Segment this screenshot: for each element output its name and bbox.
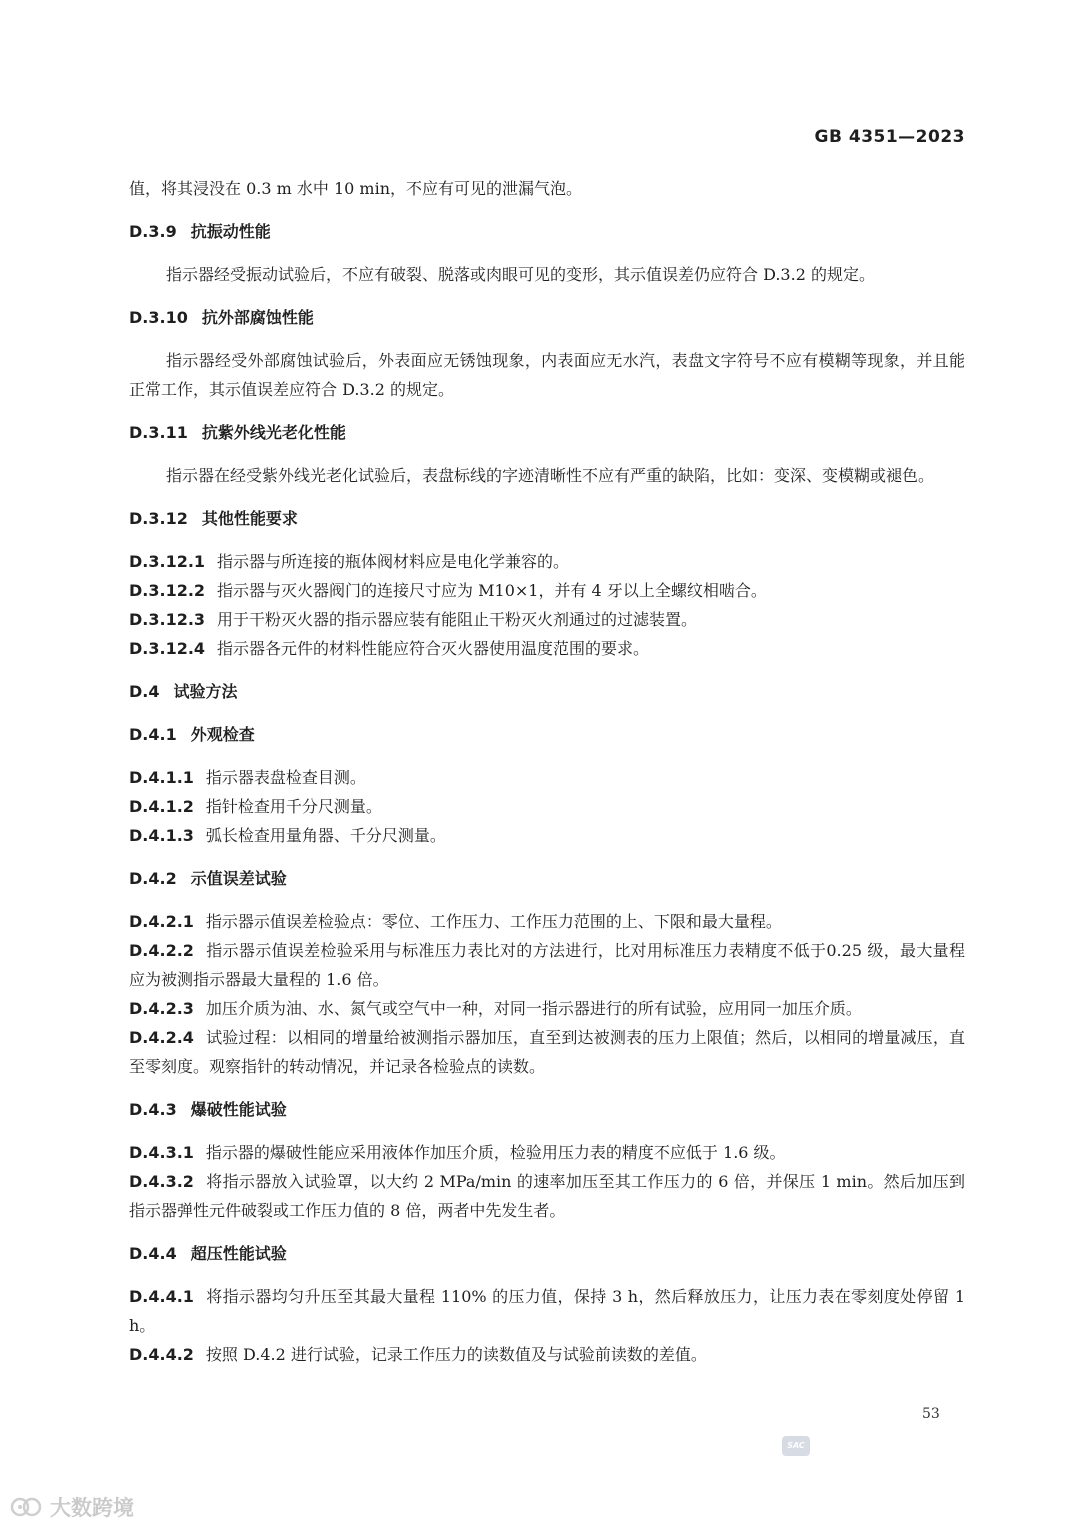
clause-number: D.4.2.1 [129, 912, 194, 931]
clause-number: D.4.2.4 [129, 1028, 194, 1047]
clause-text: 将指示器均匀升压至其最大量程 110% 的压力值，保持 3 h，然后释放压力，让压力表在零刻度处停留 1 h。 [129, 1287, 965, 1335]
clause-text: 弧长检查用量角器、千分尺测量。 [205, 826, 446, 845]
clause-d33122 [129, 576, 965, 605]
clause-number: D.4.3.2 [129, 1172, 194, 1191]
section-number: D.3.10 [129, 308, 188, 327]
clause-text: 按照 D.4.2 进行试验，记录工作压力的读数值及与试验前读数的差值。 [205, 1345, 707, 1364]
section-heading-d41 [129, 720, 965, 749]
section-number: D.4.1 [129, 725, 177, 744]
clause-text: 指示器与灭火器阀门的连接尺寸应为 M10×1，并有 4 牙以上全螺纹相啮合。 [217, 581, 767, 600]
clause-d4412 [129, 792, 965, 821]
clause-d4432 [129, 1167, 965, 1225]
intro-continuation: 值，将其浸没在 0.3 m 水中 10 min，不应有可见的泄漏气泡。 [129, 179, 583, 198]
clause-d4421 [129, 907, 965, 936]
section-heading-d3311 [129, 418, 965, 447]
clause-number: D.3.12.4 [129, 639, 206, 658]
section-number: D.3.9 [129, 222, 177, 241]
section-title: 超压性能试验 [190, 1244, 287, 1263]
page-number: 53 [922, 1406, 940, 1422]
clause-number: D.4.3.1 [129, 1143, 194, 1162]
section-heading-d4 [129, 677, 965, 706]
clause-number: D.4.2.3 [129, 999, 194, 1018]
clause-text: 指示器与所连接的瓶体阀材料应是电化学兼容的。 [217, 552, 570, 571]
section-heading-d44 [129, 1239, 965, 1268]
section-heading-d42 [129, 864, 965, 893]
section-number: D.4 [129, 682, 160, 701]
section-title: 示值误差试验 [190, 869, 287, 888]
clause-d4413 [129, 821, 965, 850]
section-title: 抗振动性能 [190, 222, 271, 241]
clause-number: D.4.1.1 [129, 768, 194, 787]
clause-number: D.4.4.1 [129, 1287, 194, 1306]
watermark-text: 大数跨境 [50, 1496, 134, 1520]
clause-number: D.3.12.3 [129, 610, 206, 629]
section-heading-d3310 [129, 303, 965, 332]
clause-text: 指示器表盘检查目测。 [205, 768, 366, 787]
clause-text: 指针检查用千分尺测量。 [205, 797, 382, 816]
section-number: D.4.4 [129, 1244, 177, 1263]
section-text-d3311: 指示器在经受紫外线光老化试验后，表盘标线的字迹清晰性不应有严重的缺陷，比如：变深、变模糊或褪色。 [166, 466, 935, 485]
section-number: D.4.2 [129, 869, 177, 888]
page-content [129, 174, 965, 1369]
clause-d4424 [129, 1023, 965, 1081]
section-heading-d3312 [129, 504, 965, 533]
section-text-d339: 指示器经受振动试验后，不应有破裂、脱落或肉眼可见的变形，其示值误差仍应符合 D.3.2 的规定。 [166, 265, 875, 284]
clause-number: D.4.4.2 [129, 1345, 194, 1364]
clause-text: 加压介质为油、水、氮气或空气中一种，对同一指示器进行的所有试验，应用同一加压介质。 [205, 999, 862, 1018]
watermark-logo-icon [10, 1496, 44, 1518]
clause-text: 指示器示值误差检验采用与标准压力表比对的方法进行，比对用标准压力表精度不低于0.25 级，最大量程应为被测指示器最大量程的 1.6 倍。 [129, 941, 965, 989]
clause-number: D.4.2.2 [129, 941, 194, 960]
watermark [10, 1492, 134, 1522]
clause-d4423 [129, 994, 965, 1023]
clause-d4442 [129, 1340, 965, 1369]
clause-d4422 [129, 936, 965, 994]
clause-d4431 [129, 1138, 965, 1167]
section-title: 试验方法 [173, 682, 238, 701]
clause-number: D.3.12.1 [129, 552, 206, 571]
section-number: D.3.11 [129, 423, 188, 442]
clause-text: 用于干粉灭火器的指示器应装有能阻止干粉灭火剂通过的过滤装置。 [217, 610, 698, 629]
clause-text: 将指示器放入试验罩，以大约 2 MPa/min 的速率加压至其工作压力的 6 倍，并保压 1 min。然后加压到指示器弹性元件破裂或工作压力值的 8 倍，两者中先发生者。 [129, 1172, 965, 1220]
clause-d4411 [129, 763, 965, 792]
standard-code: GB 4351—2023 [814, 127, 965, 147]
clause-text: 指示器的爆破性能应采用液体作加压介质，检验用压力表的精度不应低于 1.6 级。 [205, 1143, 786, 1162]
clause-d33124 [129, 634, 965, 663]
section-title: 其他性能要求 [201, 509, 298, 528]
clause-text: 指示器各元件的材料性能应符合灭火器使用温度范围的要求。 [217, 639, 650, 658]
section-title: 抗外部腐蚀性能 [201, 308, 314, 327]
section-heading-d43 [129, 1095, 965, 1124]
clause-number: D.4.1.2 [129, 797, 194, 816]
section-number: D.4.3 [129, 1100, 177, 1119]
sac-logo-icon: SAC [782, 1436, 810, 1456]
clause-d33123 [129, 605, 965, 634]
section-title: 爆破性能试验 [190, 1100, 287, 1119]
section-title: 外观检查 [190, 725, 255, 744]
section-text-d3310: 指示器经受外部腐蚀试验后，外表面应无锈蚀现象，内表面应无水汽，表盘文字符号不应有模糊等现象，并且能正常工作，其示值误差应符合 D.3.2 的规定。 [129, 351, 965, 399]
section-number: D.3.12 [129, 509, 188, 528]
clause-d4441 [129, 1282, 965, 1340]
clause-number: D.4.1.3 [129, 826, 194, 845]
clause-d33121 [129, 547, 965, 576]
section-title: 抗紫外线光老化性能 [201, 423, 346, 442]
clause-number: D.3.12.2 [129, 581, 206, 600]
section-heading-d339 [129, 217, 965, 246]
clause-text: 指示器示值误差检验点：零位、工作压力、工作压力范围的上、下限和最大量程。 [205, 912, 782, 931]
clause-text: 试验过程：以相同的增量给被测指示器加压，直至到达被测表的压力上限值；然后，以相同的增量减压，直至零刻度。观察指针的转动情况，并记录各检验点的读数。 [129, 1028, 965, 1076]
